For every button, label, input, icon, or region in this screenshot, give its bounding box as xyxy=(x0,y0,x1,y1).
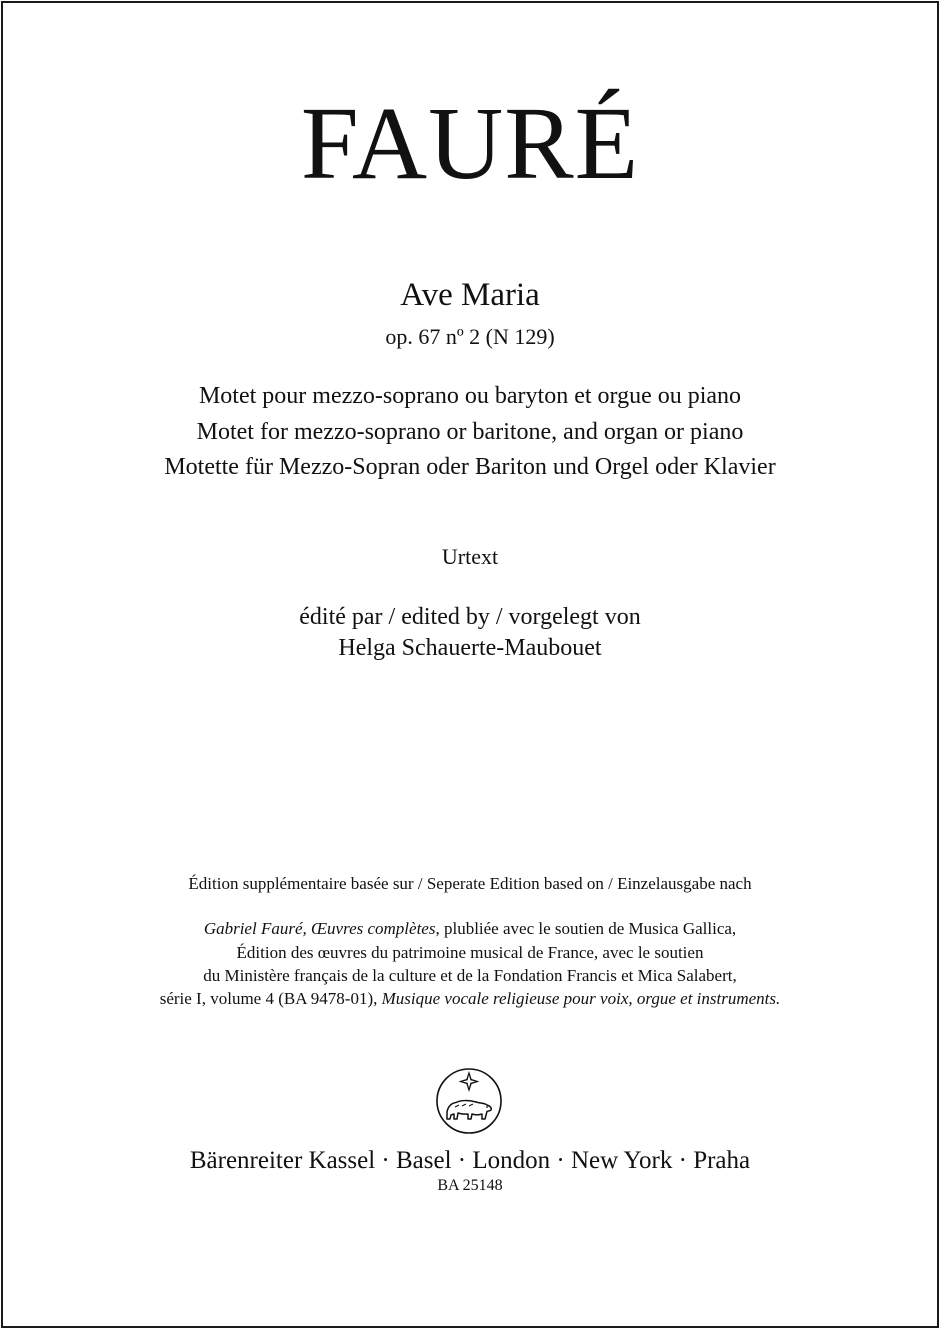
urtext-label: Urtext xyxy=(441,544,499,569)
subtitle-english: Motet for mezzo-soprano or baritone, and organ or piano xyxy=(196,419,744,445)
source-line-3: du Ministère français de la culture et de la Fondation Francis et Mica Salabert, xyxy=(203,966,737,985)
source-line-1-text: , plubliée avec le soutien de Musica Gallica, xyxy=(435,919,737,938)
catalog-number: BA 25148 xyxy=(437,1177,503,1194)
editor-name: Helga Schauerte-Maubouet xyxy=(338,635,602,661)
composer-name: FAURÉ xyxy=(300,86,640,201)
source-collection-title: Gabriel Fauré, Œuvres complètes xyxy=(203,919,436,938)
source-volume: série I, volume 4 (BA 9478-01), xyxy=(159,989,382,1008)
baerenreiter-bear-star-logo-icon xyxy=(435,1063,503,1139)
source-line-2: Édition des œuvres du patrimoine musical de France, avec le soutien xyxy=(236,943,704,962)
opus-number: op. 67 nº 2 (N 129) xyxy=(385,324,555,349)
source-volume-title: Musique vocale religieuse pour voix, orgue et instruments. xyxy=(381,989,781,1008)
publisher-imprint: Bärenreiter Kassel · Basel · London · New York · Praha xyxy=(189,1147,751,1174)
edited-by-label: édité par / edited by / vorgelegt von xyxy=(299,604,641,630)
source-line-1 xyxy=(0,920,940,937)
work-title: Ave Maria xyxy=(400,277,540,313)
subtitle-french: Motet pour mezzo-soprano ou baryton et orgue ou piano xyxy=(198,383,742,409)
source-line-4 xyxy=(0,990,940,1007)
subtitle-german: Motette für Mezzo-Sopran oder Bariton und Orgel oder Klavier xyxy=(164,454,776,480)
edition-basis: Édition supplémentaire basée sur / Seperate Edition based on / Einzelausgabe nach xyxy=(188,874,752,893)
